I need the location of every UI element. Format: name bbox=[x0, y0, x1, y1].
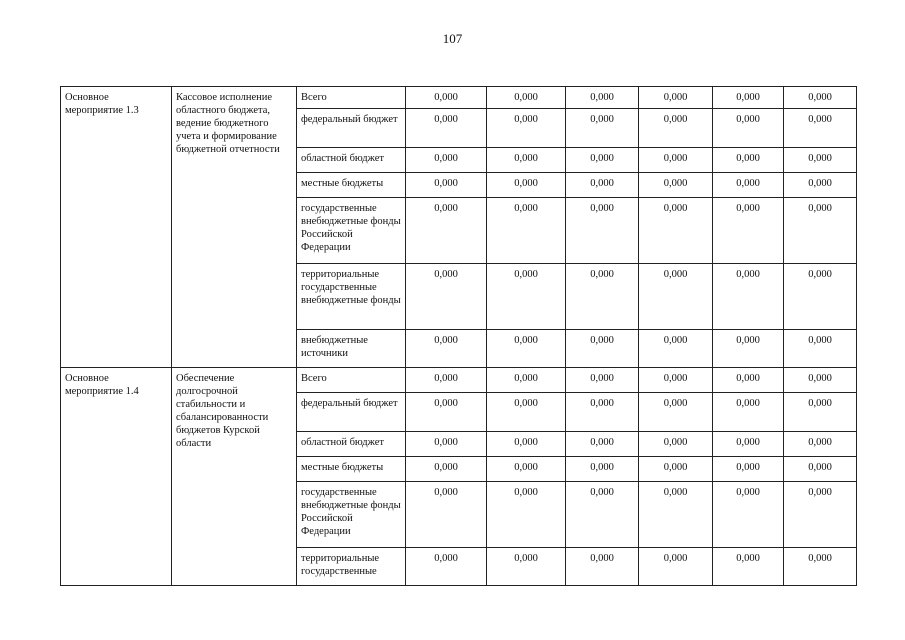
value-cell: 0,000 bbox=[713, 330, 784, 368]
value-cell: 0,000 bbox=[566, 330, 639, 368]
value-cell: 0,000 bbox=[406, 482, 487, 548]
value-cell: 0,000 bbox=[784, 457, 857, 482]
value-cell: 0,000 bbox=[784, 264, 857, 330]
value-cell: 0,000 bbox=[487, 548, 566, 586]
value-cell: 0,000 bbox=[406, 109, 487, 148]
value-cell: 0,000 bbox=[639, 148, 713, 173]
budget-table bbox=[60, 86, 857, 586]
value-cell: 0,000 bbox=[487, 393, 566, 432]
event-cell: Основное мероприятие 1.3 bbox=[61, 87, 172, 368]
value-cell: 0,000 bbox=[406, 368, 487, 393]
value-cell: 0,000 bbox=[566, 109, 639, 148]
value-cell: 0,000 bbox=[784, 393, 857, 432]
value-cell: 0,000 bbox=[566, 173, 639, 198]
value-cell: 0,000 bbox=[406, 457, 487, 482]
value-cell: 0,000 bbox=[566, 548, 639, 586]
value-cell: 0,000 bbox=[784, 330, 857, 368]
table-row bbox=[61, 368, 857, 393]
page-number: 107 bbox=[442, 31, 463, 46]
funding-source-cell: федеральный бюджет bbox=[297, 393, 406, 432]
value-cell: 0,000 bbox=[784, 368, 857, 393]
value-cell: 0,000 bbox=[487, 432, 566, 457]
value-cell: 0,000 bbox=[639, 173, 713, 198]
event-name-cell: Кассовое исполнение областного бюджета, ведение бюджетного учета и формирование бюджетной отчетности bbox=[172, 87, 297, 368]
value-cell: 0,000 bbox=[406, 264, 487, 330]
value-cell: 0,000 bbox=[713, 264, 784, 330]
value-cell: 0,000 bbox=[487, 264, 566, 330]
value-cell: 0,000 bbox=[784, 173, 857, 198]
value-cell: 0,000 bbox=[566, 148, 639, 173]
value-cell: 0,000 bbox=[713, 87, 784, 109]
value-cell: 0,000 bbox=[406, 548, 487, 586]
value-cell: 0,000 bbox=[639, 457, 713, 482]
value-cell: 0,000 bbox=[713, 548, 784, 586]
value-cell: 0,000 bbox=[487, 173, 566, 198]
value-cell: 0,000 bbox=[639, 198, 713, 264]
value-cell: 0,000 bbox=[639, 109, 713, 148]
event-name-cell: Обеспечение долгосрочной стабильности и сбалансированности бюджетов Курской области bbox=[172, 368, 297, 586]
value-cell: 0,000 bbox=[566, 393, 639, 432]
funding-source-cell: местные бюджеты bbox=[297, 173, 406, 198]
value-cell: 0,000 bbox=[487, 457, 566, 482]
value-cell: 0,000 bbox=[784, 198, 857, 264]
value-cell: 0,000 bbox=[639, 393, 713, 432]
table-row bbox=[61, 87, 857, 109]
value-cell: 0,000 bbox=[713, 368, 784, 393]
funding-source-cell: местные бюджеты bbox=[297, 457, 406, 482]
value-cell: 0,000 bbox=[639, 264, 713, 330]
value-cell: 0,000 bbox=[566, 264, 639, 330]
value-cell: 0,000 bbox=[406, 148, 487, 173]
value-cell: 0,000 bbox=[566, 482, 639, 548]
value-cell: 0,000 bbox=[566, 198, 639, 264]
funding-source-cell: Всего bbox=[297, 368, 406, 393]
value-cell: 0,000 bbox=[713, 393, 784, 432]
value-cell: 0,000 bbox=[639, 368, 713, 393]
value-cell: 0,000 bbox=[713, 148, 784, 173]
value-cell: 0,000 bbox=[639, 330, 713, 368]
value-cell: 0,000 bbox=[713, 198, 784, 264]
value-cell: 0,000 bbox=[406, 393, 487, 432]
value-cell: 0,000 bbox=[487, 330, 566, 368]
value-cell: 0,000 bbox=[784, 148, 857, 173]
value-cell: 0,000 bbox=[639, 87, 713, 109]
value-cell: 0,000 bbox=[713, 109, 784, 148]
value-cell: 0,000 bbox=[487, 482, 566, 548]
value-cell: 0,000 bbox=[406, 173, 487, 198]
value-cell: 0,000 bbox=[784, 548, 857, 586]
funding-source-cell: федеральный бюджет bbox=[297, 109, 406, 148]
value-cell: 0,000 bbox=[566, 87, 639, 109]
value-cell: 0,000 bbox=[406, 198, 487, 264]
value-cell: 0,000 bbox=[784, 482, 857, 548]
value-cell: 0,000 bbox=[566, 457, 639, 482]
funding-source-cell: Всего bbox=[297, 87, 406, 109]
value-cell: 0,000 bbox=[406, 330, 487, 368]
value-cell: 0,000 bbox=[713, 432, 784, 457]
value-cell: 0,000 bbox=[487, 148, 566, 173]
value-cell: 0,000 bbox=[639, 482, 713, 548]
funding-source-cell: внебюджетные источники bbox=[297, 330, 406, 368]
funding-source-cell: государственные внебюджетные фонды Российской Федерации bbox=[297, 198, 406, 264]
funding-source-cell: государственные внебюджетные фонды Российской Федерации bbox=[297, 482, 406, 548]
funding-source-cell: территориальные государственные bbox=[297, 548, 406, 586]
value-cell: 0,000 bbox=[713, 457, 784, 482]
value-cell: 0,000 bbox=[406, 432, 487, 457]
value-cell: 0,000 bbox=[406, 87, 487, 109]
funding-source-cell: областной бюджет bbox=[297, 148, 406, 173]
event-cell: Основное мероприятие 1.4 bbox=[61, 368, 172, 586]
value-cell: 0,000 bbox=[487, 87, 566, 109]
value-cell: 0,000 bbox=[487, 109, 566, 148]
value-cell: 0,000 bbox=[639, 432, 713, 457]
funding-source-cell: территориальные государственные внебюджетные фонды bbox=[297, 264, 406, 330]
value-cell: 0,000 bbox=[784, 432, 857, 457]
funding-source-cell: областной бюджет bbox=[297, 432, 406, 457]
value-cell: 0,000 bbox=[566, 368, 639, 393]
value-cell: 0,000 bbox=[784, 109, 857, 148]
value-cell: 0,000 bbox=[713, 482, 784, 548]
value-cell: 0,000 bbox=[487, 198, 566, 264]
value-cell: 0,000 bbox=[639, 548, 713, 586]
budget-table-body bbox=[61, 87, 857, 586]
value-cell: 0,000 bbox=[713, 173, 784, 198]
value-cell: 0,000 bbox=[487, 368, 566, 393]
value-cell: 0,000 bbox=[784, 87, 857, 109]
value-cell: 0,000 bbox=[566, 432, 639, 457]
